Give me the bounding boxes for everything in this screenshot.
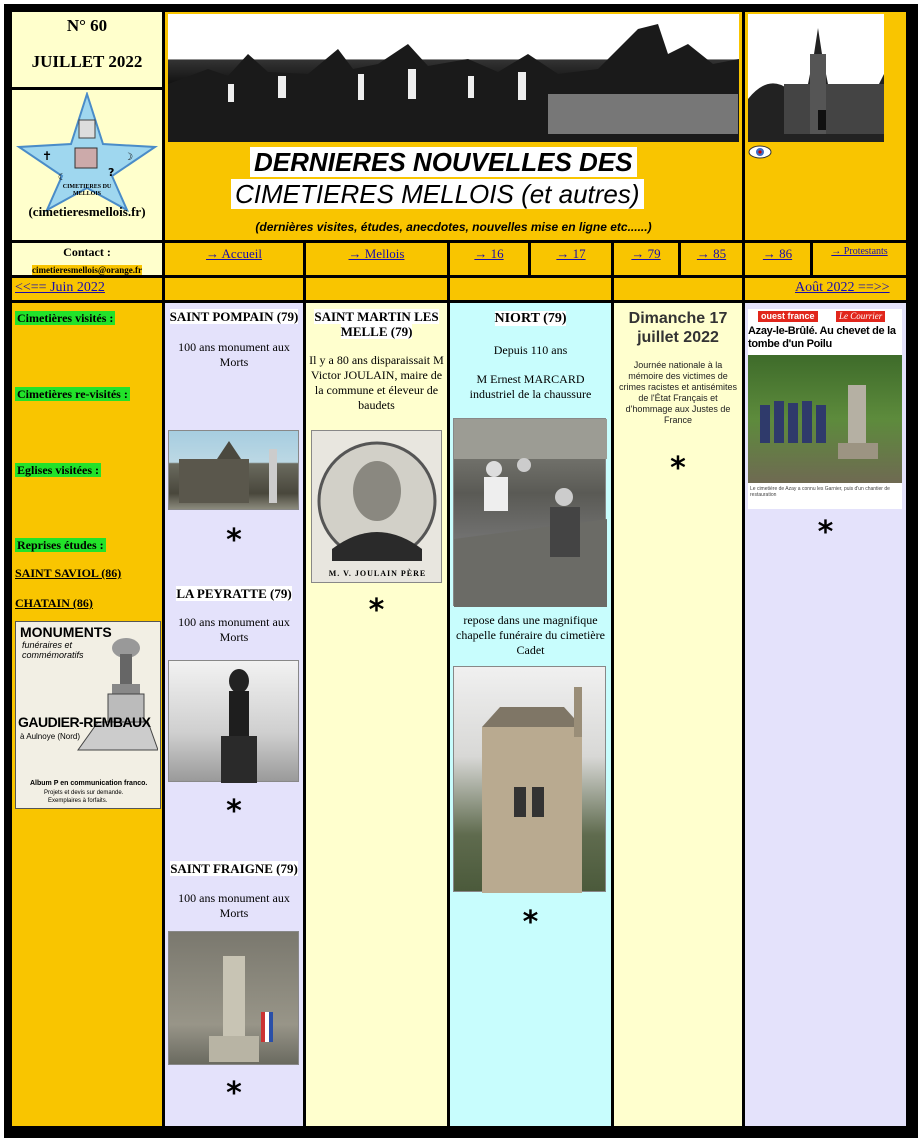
newsletter-page	[4, 4, 918, 1138]
ad-place: à Aulnoye (Nord)	[20, 732, 81, 741]
press-caption: Le cimetière de Azay a connu les Garnier, puis d'un chantier de restauration	[750, 486, 890, 498]
joulain-caption: M. V. JOULAIN PÈRE	[328, 569, 427, 578]
peyratte-star: *	[226, 794, 242, 829]
nav-79[interactable]	[614, 243, 678, 275]
press-clipping	[748, 309, 902, 509]
journee-text: Journée nationale à la mémoire des victimes de crimes racistes et antisémites de l'État Français et d'hommage aux Justes de France	[618, 360, 738, 425]
nav-accueil[interactable]	[165, 243, 303, 275]
church-box	[745, 12, 906, 240]
nav-protestants-link[interactable]: → Protestants	[831, 246, 888, 257]
svg-text:☾: ☾	[58, 173, 67, 183]
fraigne-title: SAINT FRAIGNE (79)	[170, 861, 298, 876]
pompain-title: SAINT POMPAIN (79)	[169, 309, 299, 324]
nav-17-link[interactable]: → 17	[556, 246, 586, 261]
pager-next-cell	[745, 278, 906, 300]
sidebar	[12, 303, 162, 1126]
fraigne-star: *	[226, 1076, 242, 1111]
church-image	[748, 14, 884, 142]
pompain-text: 100 ans monument aux Morts	[178, 340, 290, 369]
svg-text:?: ?	[108, 166, 115, 179]
ad-foot1: Album P en communication franco.	[30, 780, 148, 787]
nav-mellois-link[interactable]: → Mellois	[348, 246, 405, 261]
journee-title: Dimanche 17 juillet 2022	[628, 310, 728, 346]
peyratte-title: LA PEYRATTE (79)	[176, 586, 292, 601]
press-headline: Azay-le-Brûlé. Au chevet de la tombe d'un Poilu	[748, 325, 896, 350]
ad-title: MONUMENTS	[20, 624, 112, 640]
press-star: *	[817, 515, 834, 550]
pager-prev-cell	[12, 278, 162, 300]
column-journee-nationale	[614, 303, 742, 1126]
sidebar-visites: Cimetières visités :	[17, 311, 114, 325]
column-niort	[450, 303, 611, 1126]
saint-martin-star: *	[368, 593, 385, 628]
pager-prev-link[interactable]: <<== Juin 2022	[15, 280, 105, 295]
sidebar-revisites: Cimetières re-visités :	[17, 387, 128, 401]
journee-star: *	[670, 451, 686, 486]
ad-sub1: funéraires et	[22, 640, 73, 650]
contact-box	[12, 243, 162, 275]
pager-spacer-4	[614, 278, 742, 300]
column-monuments	[165, 303, 303, 1126]
fraigne-text: 100 ans monument aux Morts	[178, 891, 290, 920]
nav-79-link[interactable]: → 79	[631, 246, 661, 261]
marcard-factory-photo	[453, 418, 606, 606]
subtitle: (dernières visites, études, anecdotes, nouvelles mise en ligne etc......)	[255, 220, 652, 234]
issue-box	[12, 12, 162, 87]
press-photo	[748, 355, 902, 483]
sidebar-chatain[interactable]: CHATAIN (86)	[15, 596, 93, 610]
joulain-portrait	[311, 430, 442, 583]
nav-accueil-link[interactable]: → Accueil	[206, 246, 262, 261]
pompain-star: *	[226, 523, 242, 558]
nav-17[interactable]	[531, 243, 611, 275]
nav-16[interactable]	[450, 243, 528, 275]
saint-martin-title: SAINT MARTIN LES MELLE (79)	[314, 309, 439, 339]
contact-label: Contact :	[63, 245, 111, 259]
contact-email[interactable]: cimetieresmellois@orange.fr	[32, 265, 142, 275]
fraigne-photo	[168, 931, 299, 1065]
marcard-chapel-photo	[453, 666, 606, 892]
title-box	[165, 12, 742, 240]
nav-85[interactable]	[681, 243, 742, 275]
logo-caption: CIMETIERES DU MELLOIS	[62, 184, 112, 197]
issue-number: N° 60	[66, 16, 108, 35]
nav-16-link[interactable]: → 16	[474, 246, 504, 261]
column-saint-martin	[306, 303, 447, 1126]
ouest-france-logo: ouest france	[758, 311, 818, 322]
nav-mellois[interactable]	[306, 243, 447, 275]
peyratte-photo	[168, 660, 299, 782]
niort-text2: M Ernest MARCARD industriel de la chaussure	[469, 372, 592, 401]
niort-text3: repose dans une magnifique chapelle funéraire du cimetière Cadet	[456, 613, 605, 657]
nav-protestants[interactable]	[813, 243, 906, 275]
ad-foot2: Projets et devis sur demande.	[44, 790, 124, 796]
nav-86-link[interactable]: → 86	[762, 246, 793, 261]
niort-title: NIORT (79)	[494, 311, 567, 326]
logo-box	[12, 90, 162, 240]
ad-brand: GAUDIER-REMBAUX	[18, 714, 151, 730]
pager-spacer-3	[450, 278, 611, 300]
pompain-photo	[168, 430, 299, 510]
sidebar-reprises: Reprises études :	[17, 538, 104, 552]
ad-foot3: Exemplaires à forfaits.	[48, 798, 108, 804]
sidebar-eglises: Eglises visitées :	[17, 463, 99, 477]
eye-icon[interactable]	[748, 145, 772, 159]
monument-illustration	[68, 622, 158, 752]
main-title-line2: CIMETIERES MELLOIS (et autres)	[231, 179, 644, 209]
cemetery-banner-image	[168, 14, 739, 142]
monuments-ad	[15, 621, 161, 809]
site-name: (cimetieresmellois.fr)	[28, 204, 146, 219]
svg-text:✝: ✝	[42, 149, 53, 163]
issue-date: JUILLET 2022	[31, 52, 143, 71]
niort-text1: Depuis 110 ans	[493, 343, 568, 357]
nav-85-link[interactable]: → 85	[696, 246, 727, 261]
pager-next-link[interactable]: Août 2022 ==>>	[795, 280, 890, 295]
svg-text:☽: ☽	[124, 152, 133, 163]
main-title-line1: DERNIERES NOUVELLES DES	[250, 147, 637, 177]
nav-86[interactable]	[745, 243, 810, 275]
peyratte-text: 100 ans monument aux Morts	[178, 615, 290, 644]
pager-spacer-2	[306, 278, 447, 300]
saint-martin-text: Il y a 80 ans disparaissait M Victor JOULAIN, maire de la commune et éleveur de baudets	[309, 353, 444, 412]
pager-spacer-1	[165, 278, 303, 300]
sidebar-saint-saviol[interactable]: SAINT SAVIOL (86)	[15, 566, 122, 580]
niort-star: *	[522, 905, 539, 940]
ad-sub2: commémoratifs	[22, 650, 84, 660]
courrier-logo: Le Courrier	[836, 311, 885, 322]
column-press	[745, 303, 906, 1126]
